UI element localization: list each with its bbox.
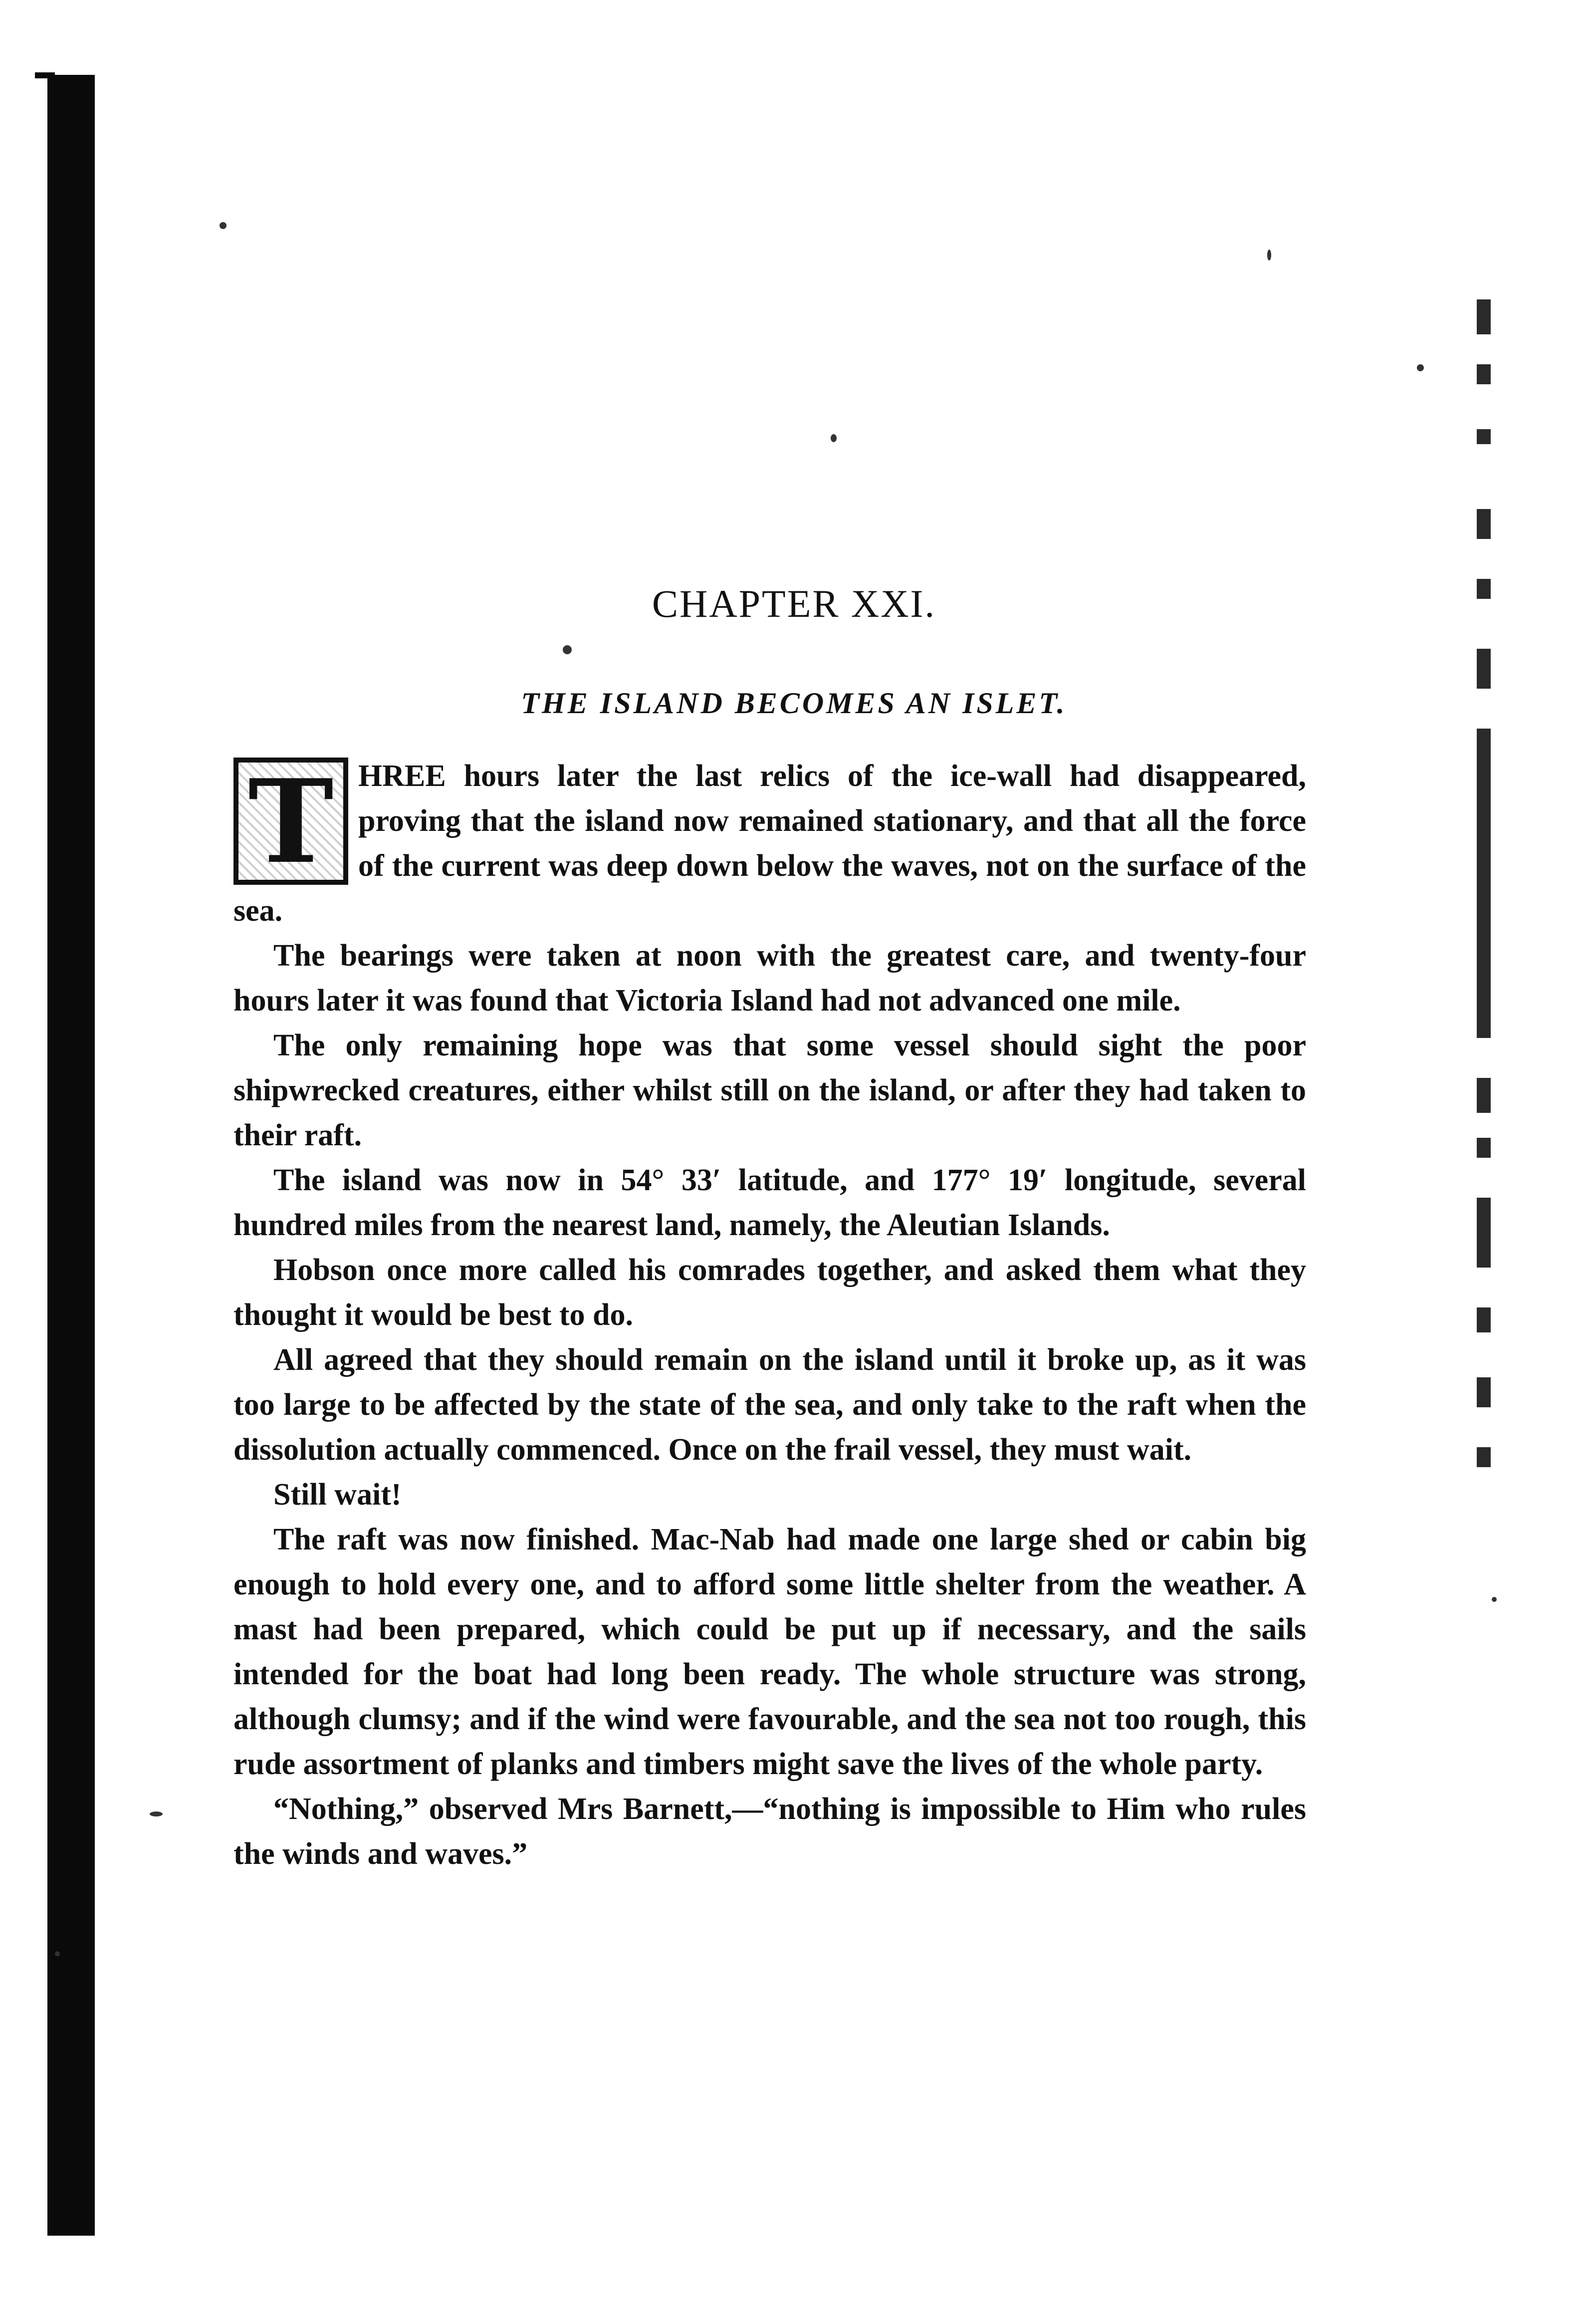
chapter-subtitle: THE ISLAND BECOMES AN ISLET.: [521, 687, 1067, 720]
ink-speck: [1492, 1597, 1497, 1602]
chapter-title: CHAPTER XXI.: [652, 582, 936, 625]
ink-speck: [563, 645, 572, 654]
paragraph: The bearings were taken at noon with the greatest care, and twenty-four hours later it was found that Victoria Island had not advanced one mile.: [233, 939, 1306, 1018]
ink-speck: [831, 434, 837, 442]
paragraph: All agreed that they should remain on the island until it broke up, as it was too large to be affected by the state of the sea, and only take to the raft when the dissolution actually commenced. Once on the frail vessel, they must wait.: [233, 1343, 1306, 1467]
paragraph: “Nothing,” observed Mrs Barnett,—“nothing is impossible to Him who rules the winds and waves.”: [233, 1792, 1306, 1871]
chapter-body: [233, 754, 1306, 1876]
paragraph: THREE hours later the last relics of the ice-wall had disappeared, proving that the island now remained stationary, and that all the force of the current was deep down below the waves, not on the surface of the sea.: [233, 755, 1306, 928]
paragraph: The only remaining hope was that some vessel should sight the poor shipwrecked creatures, either whilst still on the island, or after they had taken to their raft.: [233, 1029, 1306, 1152]
ink-speck: [150, 1811, 163, 1816]
binding-edge: [47, 75, 95, 2236]
page-edge-bleed: [1477, 299, 1491, 1497]
paragraph: The island was now in 54° 33′ latitude, and 177° 19′ longitude, several hundred miles from the nearest land, namely, the Aleutian Islands.: [233, 1163, 1306, 1242]
ink-speck: [1267, 250, 1271, 260]
ink-speck: [55, 1951, 60, 1956]
paragraph: Hobson once more called his comrades together, and asked them what they thought it would be best to do.: [233, 1253, 1306, 1332]
drop-cap-letter: T: [233, 758, 348, 885]
ink-speck: [1417, 364, 1424, 371]
paragraph: Still wait!: [273, 1478, 402, 1512]
paragraph: The raft was now finished. Mac-Nab had made one large shed or cabin big enough to hold every one, and to afford some little shelter from the weather. A mast had been prepared, which could be put up if necessary, and the sails intended for the boat had long been ready. The whole structure was strong, although clumsy; and if the wind were favourable, and the sea not too rough, this rude assortment of planks and timbers might save the lives of the whole party.: [233, 1523, 1306, 1781]
ink-speck: [220, 222, 227, 229]
